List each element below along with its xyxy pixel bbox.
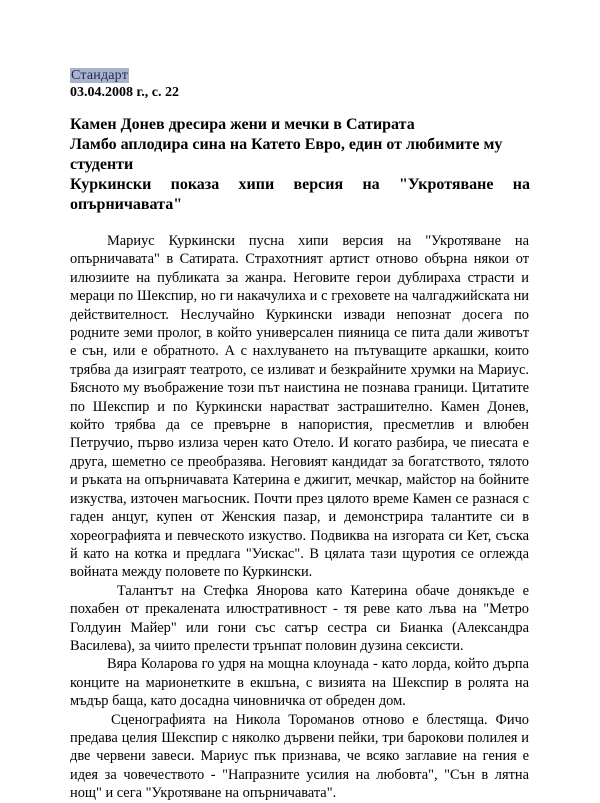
article-body: [70, 232, 529, 803]
publication-date-line: 03.04.2008 г., с. 22: [70, 85, 179, 100]
article-paragraph-2: Талантът на Стефка Янорова като Катерина обаче донякъде е похабен от прекалената илюстративност - тя реве като лъва на "Метро Голдуин Майер" или гони със сатър сестра си Бианка (Александра Василева), за чиито прелести трънпат половин дузина сексисти.: [70, 582, 529, 654]
source-newspaper-name: Стандарт: [71, 68, 129, 83]
article-paragraph-4: Сценографията на Никола Тороманов отново е блестяща. Фичо предава целия Шекспир с няколко дървени пейки, три барокови полилея и две червени завеси. Мариус пък признава, че всяко заглавие на гения е идея за човечеството - "Напразните усилия на любовта", "Сън в лятна нощ" и сега "Укротяване на опърничавата".: [70, 711, 529, 802]
headline-1: Камен Донев дресира жени и мечки в Сатирата: [70, 116, 415, 133]
headlines-block: [70, 115, 530, 215]
headline-2: Ламбо аплодира сина на Катето Евро, един от любимите му студенти: [70, 136, 503, 173]
article-paragraph-3: Вяра Коларова го удря на мощна клоунада - като лорда, който дърпа конците на марионетките в екшъна, с визията на Шекспир в ролята на мъдър баща, като досадна чиновничка от обреден дом.: [70, 656, 529, 710]
headline-3: Куркински показа хипи версия на "Укротяване на опърничавата": [70, 176, 530, 213]
article-paragraph-1: Мариус Куркински пусна хипи версия на "Укротяване на опърничавата" в Сатирата. Страхотният артист отново обърна някои от илюзиите на публиката за жанра. Неговите герои дублираха страсти и мераци по Шекспир, но ги накачулиха и с греховете на чалгаджийската ни действителност. Неслучайно Куркински извади непознат досега по родните земи пролог, в който универсален пияница се пита дали животът е сън, или е обратното. А с нахлуването на пътуващите аркашки, които трябва да изиграят театрото, се изливат и безкрайните хрумки на Мариус. Бясното му въображение този път наистина не познава граници. Цитатите по Шекспир и по Куркински нарастват застрашително. Камен Донев, който трябва да се превърне в напористия, пресметлив и влюбен Петручио, първо излиза черен като Отело. И когато разбира, че пиесата е друга, шеметно се преобразява. Неговият кандидат за богатството, тялото и ръката на опърничавата Катерина е джигит, мечкар, майстор на бойните изкуства, източен магьосник. Почти през цялото време Камен се разнася с гаден анцуг, купен от Женския пазар, и демонстрира талантите си в хореографията и певческото изкуство. Подвиква на изгората си Кет, съска й като на котка и предлага "Уискас". В цялата тази щуротия се оглежда войната между половете по Куркински.: [70, 233, 529, 581]
